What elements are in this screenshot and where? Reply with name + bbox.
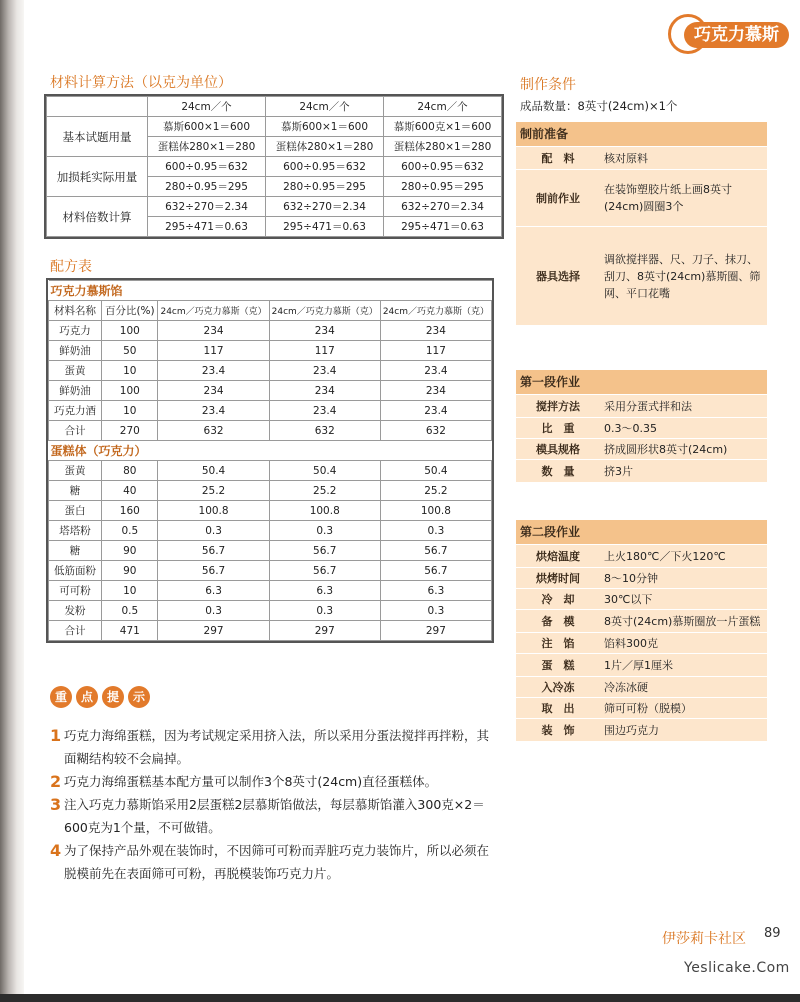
- condition-row: [516, 438, 767, 459]
- recipe-col-header: 24cm／巧克力慕斯（克）: [269, 301, 380, 321]
- recipe-cell: 25.2: [380, 481, 491, 501]
- recipe-row: [49, 401, 492, 421]
- condition-row: [516, 697, 767, 718]
- recipe-cell: 蛋白: [49, 501, 102, 521]
- calc-cell: 632÷270＝2.34: [148, 197, 266, 217]
- condition-value: 核对原料: [604, 151, 648, 165]
- recipe-cell: 56.7: [269, 541, 380, 561]
- recipe-row: [49, 321, 492, 341]
- condition-key: 搅拌方法: [536, 400, 580, 413]
- tip-number: 3: [50, 795, 62, 814]
- stage2-block: [516, 520, 767, 741]
- recipe-cell: 90: [102, 561, 158, 581]
- recipe-cell: 0.3: [158, 521, 269, 541]
- calc-cell: 蛋糕体280×1＝280: [148, 137, 266, 157]
- recipe-cell: 塔塔粉: [49, 521, 102, 541]
- condition-value: 调欲搅拌器、尺、刀子、抹刀、刮刀、8英寸(24cm)慕斯圈、筛网、平口花嘴: [604, 252, 761, 300]
- condition-row: [516, 588, 767, 609]
- condition-row: [516, 146, 767, 169]
- calc-table: [44, 94, 504, 239]
- recipe-cell: 234: [269, 321, 380, 341]
- condition-key: 入冷冻: [541, 681, 575, 694]
- recipe-header-row: [49, 301, 492, 321]
- calc-header-row: [47, 97, 502, 117]
- recipe-cell: 23.4: [269, 401, 380, 421]
- calc-cell: 600÷0.95＝632: [148, 157, 266, 177]
- tips-char: 点: [76, 686, 98, 708]
- condition-value: 0.3～0.35: [604, 421, 657, 435]
- recipe-cell: 25.2: [269, 481, 380, 501]
- calc-row-label: 基本试题用量: [47, 117, 148, 157]
- recipe-cell: 10: [102, 581, 158, 601]
- tip-number: 1: [50, 726, 62, 745]
- recipe-cell: 23.4: [269, 361, 380, 381]
- condition-row: [516, 718, 767, 741]
- recipe-name-tag: [668, 14, 800, 54]
- calc-cell: 慕斯600×1＝600: [148, 117, 266, 137]
- calc-cell: 295÷471＝0.63: [266, 217, 384, 237]
- bottom-edge: [0, 994, 800, 1002]
- recipe-cell: 合计: [49, 421, 102, 441]
- recipe-row: [49, 361, 492, 381]
- recipe-row: [49, 561, 492, 581]
- condition-key: 注 馅: [541, 637, 575, 650]
- calc-cell: 600÷0.95＝632: [384, 157, 502, 177]
- condition-row: [516, 459, 767, 482]
- recipe-cell: 56.7: [158, 561, 269, 581]
- recipe-cell: 160: [102, 501, 158, 521]
- condition-row: [516, 544, 767, 567]
- recipe-cell: 56.7: [269, 561, 380, 581]
- recipe-cell: 发粉: [49, 601, 102, 621]
- recipe-cell: 80: [102, 461, 158, 481]
- recipe-row: [49, 481, 492, 501]
- recipe-cell: 0.3: [269, 601, 380, 621]
- calc-cell: 慕斯600克×1＝600: [384, 117, 502, 137]
- recipe-cell: 297: [380, 621, 491, 641]
- condition-value: 挤成圆形状8英寸(24cm): [604, 442, 728, 456]
- recipe-row: [49, 421, 492, 441]
- condition-value: 30℃以下: [604, 592, 653, 606]
- recipe-cell: 297: [269, 621, 380, 641]
- recipe-cell: 10: [102, 401, 158, 421]
- tip-number: 2: [50, 772, 62, 791]
- stage1-block: [516, 370, 767, 482]
- recipe-cell: 23.4: [158, 361, 269, 381]
- recipe-cell: 40: [102, 481, 158, 501]
- condition-value: 采用分蛋式拌和法: [604, 399, 692, 413]
- condition-key: 数 量: [541, 465, 575, 478]
- tip-item: [50, 770, 500, 793]
- recipe-cell: 100: [102, 321, 158, 341]
- condition-value: 挤3片: [604, 464, 633, 478]
- calc-row-label: 加损耗实际用量: [47, 157, 148, 197]
- condition-key: 备 模: [541, 615, 575, 628]
- recipe-col-header: 24cm／巧克力慕斯（克）: [158, 301, 269, 321]
- tips-char: 提: [102, 686, 124, 708]
- recipe-cell: 低筋面粉: [49, 561, 102, 581]
- recipe-cell: 56.7: [380, 561, 491, 581]
- condition-key: 装 饰: [541, 724, 575, 737]
- recipe-cell: 117: [158, 341, 269, 361]
- recipe-cell: 50.4: [158, 461, 269, 481]
- recipe-cell: 鲜奶油: [49, 381, 102, 401]
- calc-cell: 280÷0.95＝295: [148, 177, 266, 197]
- recipe-row: [49, 621, 492, 641]
- recipe-row: [49, 541, 492, 561]
- tips-char: 示: [128, 686, 150, 708]
- recipe-cell: 471: [102, 621, 158, 641]
- recipe-cell: 0.5: [102, 601, 158, 621]
- recipe-cell: 90: [102, 541, 158, 561]
- condition-key: 器具选择: [536, 270, 580, 283]
- recipe-cell: 23.4: [380, 401, 491, 421]
- recipe-cell: 0.3: [269, 521, 380, 541]
- recipe-cell: 23.4: [380, 361, 491, 381]
- condition-row: [516, 226, 767, 325]
- condition-key: 模具规格: [536, 443, 580, 456]
- condition-key: 蛋 糕: [541, 659, 575, 672]
- condition-row: [516, 394, 767, 417]
- tip-text: 巧克力海绵蛋糕基本配方量可以制作3个8英寸(24cm)直径蛋糕体。: [64, 774, 438, 789]
- recipe-cell: 0.3: [380, 521, 491, 541]
- recipe-section-title: 蛋糕体（巧克力）: [49, 441, 492, 461]
- calc-cell: 280÷0.95＝295: [384, 177, 502, 197]
- footer-brand: 伊莎莉卡社区: [662, 931, 746, 947]
- recipe-section-title: 巧克力慕斯馅: [49, 281, 492, 301]
- calc-cell: 632÷270＝2.34: [266, 197, 384, 217]
- recipe-cell: 100: [102, 381, 158, 401]
- condition-key: 烘烤时间: [536, 572, 580, 585]
- recipe-cell: 6.3: [158, 581, 269, 601]
- condition-value: 围边巧克力: [604, 723, 659, 737]
- recipe-cell: 100.8: [269, 501, 380, 521]
- stage1-title: 第一段作业: [516, 370, 767, 394]
- condition-key: 比 重: [541, 422, 575, 435]
- recipe-section-row: [49, 441, 492, 461]
- condition-value: 8英寸(24cm)慕斯圈放一片蛋糕: [604, 614, 761, 628]
- recipe-cell: 6.3: [269, 581, 380, 601]
- recipe-cell: 117: [380, 341, 491, 361]
- recipe-cell: 100.8: [380, 501, 491, 521]
- calc-row: [47, 197, 502, 217]
- calc-row: [47, 157, 502, 177]
- recipe-cell: 234: [269, 381, 380, 401]
- calc-col-header: 24cm／个: [148, 97, 266, 117]
- recipe-row: [49, 461, 492, 481]
- recipe-cell: 56.7: [380, 541, 491, 561]
- calc-col-header: 24cm／个: [266, 97, 384, 117]
- tips-heading: [50, 686, 150, 708]
- tip-text: 巧克力海绵蛋糕，因为考试规定采用挤入法，所以采用分蛋法搅拌再拌粉，其面糊结构较不会扁掉。: [64, 728, 490, 766]
- stage2-title: 第二段作业: [516, 520, 767, 544]
- calc-cell: 慕斯600×1＝600: [266, 117, 384, 137]
- condition-row: [516, 417, 767, 438]
- recipe-section-row: [49, 281, 492, 301]
- recipe-cell: 234: [158, 381, 269, 401]
- recipe-cell: 23.4: [158, 401, 269, 421]
- condition-row: [516, 169, 767, 226]
- recipe-cell: 蛋黄: [49, 361, 102, 381]
- recipe-col-header: 24cm／巧克力慕斯（克）: [380, 301, 491, 321]
- condition-value: 在装饰塑胶片纸上画8英寸(24cm)圆圈3个: [604, 183, 732, 213]
- calc-cell: 蛋糕体280×1＝280: [384, 137, 502, 157]
- condition-row: [516, 632, 767, 653]
- calc-cell: 295÷471＝0.63: [148, 217, 266, 237]
- tip-item: [50, 724, 500, 770]
- tip-number: 4: [50, 841, 62, 860]
- recipe-cell: 632: [269, 421, 380, 441]
- calc-cell: 295÷471＝0.63: [384, 217, 502, 237]
- recipe-cell: 100.8: [158, 501, 269, 521]
- recipe-cell: 234: [158, 321, 269, 341]
- page-number: 89: [764, 926, 781, 941]
- conditions-title: 制作条件: [520, 77, 576, 93]
- calc-row: [47, 117, 502, 137]
- recipe-cell: 可可粉: [49, 581, 102, 601]
- tip-item: [50, 839, 500, 885]
- condition-value: 8～10分钟: [604, 571, 658, 585]
- tip-text: 为了保持产品外观在装饰时，不因筛可可粉而弄脏巧克力装饰片，所以必须在脱模前先在表面筛可可粉，再脱模装饰巧克力片。: [64, 843, 490, 881]
- recipe-cell: 巧克力: [49, 321, 102, 341]
- recipe-cell: 297: [158, 621, 269, 641]
- recipe-cell: 56.7: [158, 541, 269, 561]
- recipe-cell: 6.3: [380, 581, 491, 601]
- condition-value: 上火180℃／下火120℃: [604, 549, 726, 563]
- tips-char: 重: [50, 686, 72, 708]
- tips-list: [50, 724, 500, 885]
- recipe-row: [49, 521, 492, 541]
- recipe-cell: 0.3: [158, 601, 269, 621]
- recipe-cell: 117: [269, 341, 380, 361]
- recipe-cell: 0.5: [102, 521, 158, 541]
- recipe-cell: 糖: [49, 541, 102, 561]
- tip-item: [50, 793, 500, 839]
- prep-title: 制前准备: [516, 122, 767, 146]
- recipe-cell: 巧克力酒: [49, 401, 102, 421]
- recipe-cell: 50.4: [380, 461, 491, 481]
- recipe-cell: 合计: [49, 621, 102, 641]
- recipe-row: [49, 341, 492, 361]
- calc-cell: 600÷0.95＝632: [266, 157, 384, 177]
- recipe-cell: 50.4: [269, 461, 380, 481]
- yield-text: 成品数量：8英寸(24cm)×1个: [520, 99, 678, 113]
- recipe-col-header: 材料名称: [49, 301, 102, 321]
- condition-key: 制前作业: [536, 192, 580, 205]
- condition-value: 1片／厚1厘米: [604, 658, 673, 672]
- condition-key: 烘焙温度: [536, 550, 580, 563]
- recipe-cell: 鲜奶油: [49, 341, 102, 361]
- recipe-row: [49, 381, 492, 401]
- recipe-row: [49, 601, 492, 621]
- recipe-row: [49, 581, 492, 601]
- condition-row: [516, 567, 767, 588]
- calc-cell: 280÷0.95＝295: [266, 177, 384, 197]
- book-spine-shadow: [0, 0, 24, 1002]
- condition-key: 配 料: [541, 152, 575, 165]
- recipe-cell: 234: [380, 381, 491, 401]
- condition-row: [516, 609, 767, 632]
- recipe-cell: 10: [102, 361, 158, 381]
- recipe-cell: 蛋黄: [49, 461, 102, 481]
- condition-row: [516, 653, 767, 676]
- calc-row-label: 材料倍数计算: [47, 197, 148, 237]
- recipe-cell: 糖: [49, 481, 102, 501]
- recipe-cell: 632: [158, 421, 269, 441]
- condition-value: 筛可可粉（脱模）: [604, 701, 692, 715]
- recipe-cell: 25.2: [158, 481, 269, 501]
- condition-key: 冷 却: [541, 593, 575, 606]
- condition-value: 馅料300克: [604, 636, 658, 650]
- calc-col-header: 24cm／个: [384, 97, 502, 117]
- calc-cell: 632÷270＝2.34: [384, 197, 502, 217]
- calc-title: 材料计算方法（以克为单位）: [50, 75, 232, 91]
- recipe-row: [49, 501, 492, 521]
- recipe-cell: 270: [102, 421, 158, 441]
- condition-row: [516, 676, 767, 697]
- footer-url: Yeslicake.Com: [684, 960, 790, 976]
- recipe-name-label: 巧克力慕斯: [684, 22, 789, 48]
- recipe-cell: 50: [102, 341, 158, 361]
- calc-cell: 蛋糕体280×1＝280: [266, 137, 384, 157]
- tip-text: 注入巧克力慕斯馅采用2层蛋糕2层慕斯馅做法，每层慕斯馅灌入300克×2＝600克为1个量，不可做错。: [64, 797, 485, 835]
- recipe-title: 配方表: [50, 259, 92, 275]
- recipe-table: [46, 278, 494, 643]
- recipe-cell: 234: [380, 321, 491, 341]
- condition-key: 取 出: [541, 702, 575, 715]
- recipe-cell: 0.3: [380, 601, 491, 621]
- prep-block: [516, 122, 767, 325]
- recipe-col-header: 百分比(%): [102, 301, 158, 321]
- condition-value: 冷冻冰硬: [604, 680, 648, 694]
- recipe-cell: 632: [380, 421, 491, 441]
